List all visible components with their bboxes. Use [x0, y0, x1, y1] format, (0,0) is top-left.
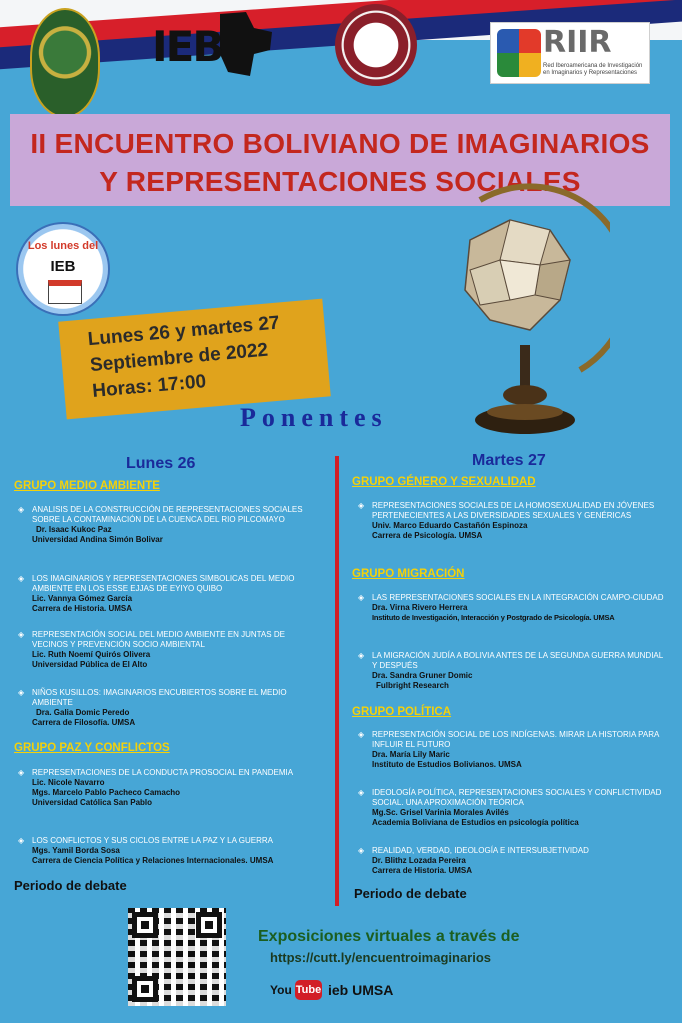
event-link[interactable]: https://cutt.ly/encuentroimaginarios: [270, 950, 492, 965]
list-item: [18, 836, 327, 866]
diamond-bullet-icon: ◈: [358, 846, 365, 855]
left-day-heading: Lunes 26: [126, 455, 196, 472]
talk-topic: LOS CONFLICTOS Y SUS CICLOS ENTRE LA PAZ Y LA GUERRA: [32, 836, 273, 845]
diamond-bullet-icon: ◈: [358, 788, 365, 797]
talk-topic: LOS IMAGINARIOS Y REPRESENTACIONES SIMBOLICAS DEL MEDIO AMBIENTE EN LOS ESSE EJJAS DE EYIYO QUIBO: [32, 574, 295, 593]
diamond-bullet-icon: ◈: [18, 574, 25, 583]
group-heading: GRUPO MEDIO AMBIENTE: [14, 480, 160, 492]
ponentes-heading: Ponentes: [240, 403, 388, 432]
speaker-affiliation: Universidad Andina Simón Bolivar: [32, 535, 163, 544]
psicologia-seal-logo: [335, 4, 417, 86]
speaker-affiliation: Carrera de Ciencia Política y Relaciones Internacionales. UMSA: [32, 856, 274, 865]
riir-logo: [490, 22, 650, 84]
badge-line-2: IEB: [50, 258, 76, 275]
ieb-logo-text: IEB: [152, 22, 223, 71]
group-heading: GRUPO GÉNERO Y SEXUALIDAD: [352, 476, 536, 488]
group-heading: GRUPO MIGRACIÓN: [352, 568, 465, 580]
speaker-name: Dra. Virna Rivero Herrera: [372, 603, 468, 612]
riir-logo-text: RIIR: [543, 25, 612, 60]
qr-corner-icon: [132, 912, 158, 938]
speaker-name: Dr. Blithz Lozada Pereira: [372, 856, 466, 865]
youtube-channel-name[interactable]: ieb UMSA: [328, 982, 394, 998]
debate-label-right: Periodo de debate: [354, 886, 467, 901]
group-heading: GRUPO PAZ Y CONFLICTOS: [14, 742, 170, 754]
right-day-heading: Martes 27: [472, 452, 546, 469]
speaker-affiliation: Carrera de Psicología. UMSA: [372, 531, 483, 540]
diamond-bullet-icon: ◈: [18, 768, 25, 777]
virtual-notice: Exposiciones virtuales a través de: [258, 928, 520, 945]
diamond-bullet-icon: ◈: [358, 730, 365, 739]
speaker-name: Univ. Marco Eduardo Castañón Espinoza: [372, 521, 528, 530]
talk-topic: REPRESENTACIÓN SOCIAL DE LOS INDÍGENAS. MIRAR LA HISTORIA PARA INFLUIR EL FUTURO: [372, 730, 659, 749]
badge-line-1: Los lunes del: [27, 240, 99, 252]
speaker-affiliation: Carrera de Historia. UMSA: [372, 866, 473, 875]
date-line-2: Septiembre de 2022: [89, 339, 269, 377]
list-item: [358, 593, 668, 623]
riir-subtitle: Red Iberoamericana de Investigación en Imaginarios y Representaciones: [543, 63, 643, 76]
list-item: [358, 788, 668, 828]
map-fragments-icon: [465, 220, 570, 330]
list-item: [18, 505, 322, 545]
speaker-name: Mg.Sc. Grisel Varinia Morales Avilés: [372, 808, 509, 817]
youtube-you-text: You: [270, 983, 292, 997]
speaker-affiliation: Universidad Católica San Pablo: [32, 798, 153, 807]
title-line-2: Y REPRESENTACIONES SOCIALES: [99, 166, 581, 197]
calendar-icon: [48, 280, 82, 304]
speaker-affiliation: Academia Boliviana de Estudios en psicología política: [372, 818, 579, 827]
los-lunes-badge: [16, 222, 110, 316]
speaker-affiliation: Carrera de Historia. UMSA: [32, 604, 133, 613]
speaker-affiliation: Carrera de Filosofía. UMSA: [32, 718, 136, 727]
talk-topic: REALIDAD, VERDAD, IDEOLOGÍA E INTERSUBJETIVIDAD: [372, 846, 589, 855]
talk-topic: LA MIGRACIÓN JUDÍA A BOLIVIA ANTES DE LA SEGUNDA GUERRA MUNDIAL Y DESPUÉS: [372, 651, 663, 670]
qr-corner-icon: [196, 912, 222, 938]
diamond-bullet-icon: ◈: [358, 593, 365, 602]
group-heading: GRUPO POLÍTICA: [352, 706, 452, 718]
talk-topic: REPRESENTACIONES DE LA CONDUCTA PROSOCIAL EN PANDEMIA: [32, 768, 294, 777]
speaker-name: Dra. Sandra Gruner Domic: [372, 671, 473, 680]
youtube-logo[interactable]: [270, 980, 322, 1002]
column-divider: [335, 456, 339, 906]
diamond-bullet-icon: ◈: [18, 505, 25, 514]
list-item: [358, 846, 668, 876]
speaker-name: Lic. Ruth Noemí Quirós Olivera: [32, 650, 151, 659]
debate-label-left: Periodo de debate: [14, 878, 127, 893]
umsa-seal-logo: [30, 8, 100, 118]
ieb-logo: [150, 10, 275, 80]
date-line-1: Lunes 26 y martes 27: [86, 312, 281, 351]
qr-corner-icon: [132, 976, 158, 1002]
speaker-name: Lic. Vannya Gómez García: [32, 594, 133, 603]
speaker-name: Dra. Galia Domic Peredo: [36, 708, 130, 717]
list-item: [358, 501, 668, 541]
speaker-name: Mgs. Yamil Borda Sosa: [32, 846, 120, 855]
list-item: [18, 768, 322, 808]
speaker-affiliation: Instituto de Estudios Bolivianos. UMSA: [372, 760, 522, 769]
list-item: [358, 651, 668, 691]
list-item: [358, 730, 668, 770]
speaker-affiliation: Instituto de Investigación, Interacción y Postgrado de Psicología. UMSA: [372, 613, 615, 622]
diamond-bullet-icon: ◈: [18, 836, 25, 845]
diamond-bullet-icon: ◈: [358, 501, 365, 510]
date-line-3: Horas: 17:00: [91, 371, 207, 402]
talk-topic: LAS REPRESENTACIONES SOCIALES EN LA INTEGRACIÓN CAMPO-CIUDAD: [372, 593, 664, 602]
diamond-bullet-icon: ◈: [358, 651, 365, 660]
list-item: [18, 688, 322, 728]
speaker-name-2: Mgs. Marcelo Pablo Pacheco Camacho: [32, 788, 181, 797]
globe-illustration: [440, 180, 610, 450]
diamond-bullet-icon: ◈: [18, 630, 25, 639]
speaker-name: Dr. Isaac Kukoc Paz: [36, 525, 112, 534]
list-item: [18, 630, 322, 670]
speaker-affiliation: Fulbright Research: [376, 681, 449, 690]
riir-mark-icon: [497, 29, 541, 77]
speaker-name: Lic. Nicole Navarro: [32, 778, 105, 787]
title-line-1: II ENCUENTRO BOLIVIANO DE IMAGINARIOS: [30, 128, 650, 159]
talk-topic: NIÑOS KUSILLOS: IMAGINARIOS ENCUBIERTOS SOBRE EL MEDIO AMBIENTE: [32, 688, 287, 707]
talk-topic: IDEOLOGÍA POLÍTICA, REPRESENTACIONES SOCIALES Y CONFLICTIVIDAD SOCIAL. UNA APROXIMACIÓN TEÓRICA: [372, 788, 662, 807]
list-item: [18, 574, 322, 614]
qr-code[interactable]: [128, 908, 226, 1006]
date-box: [58, 299, 331, 420]
talk-topic: ANALISIS DE LA CONSTRUCCIÓN DE REPRESENTACIONES SOCIALES SOBRE LA CONTAMINACIÓN DE LA CUENCA DEL RIO PILCOMAYO: [32, 505, 303, 524]
talk-topic: REPRESENTACIONES SOCIALES DE LA HOMOSEXUALIDAD EN JÓVENES PERTENECIENTES A LAS DIVERSIDADES SEXUALES Y GENÉRICAS: [372, 501, 655, 520]
diamond-bullet-icon: ◈: [18, 688, 25, 697]
speaker-name: Dra. María Lily Maric: [372, 750, 450, 759]
youtube-tube-text: Tube: [295, 980, 322, 1000]
talk-topic: REPRESENTACIÓN SOCIAL DEL MEDIO AMBIENTE EN JUNTAS DE VECINOS Y PREVENCIÓN SOCIO AMBIENTAL: [32, 630, 285, 649]
speaker-affiliation: Universidad Pública de El Alto: [32, 660, 148, 669]
